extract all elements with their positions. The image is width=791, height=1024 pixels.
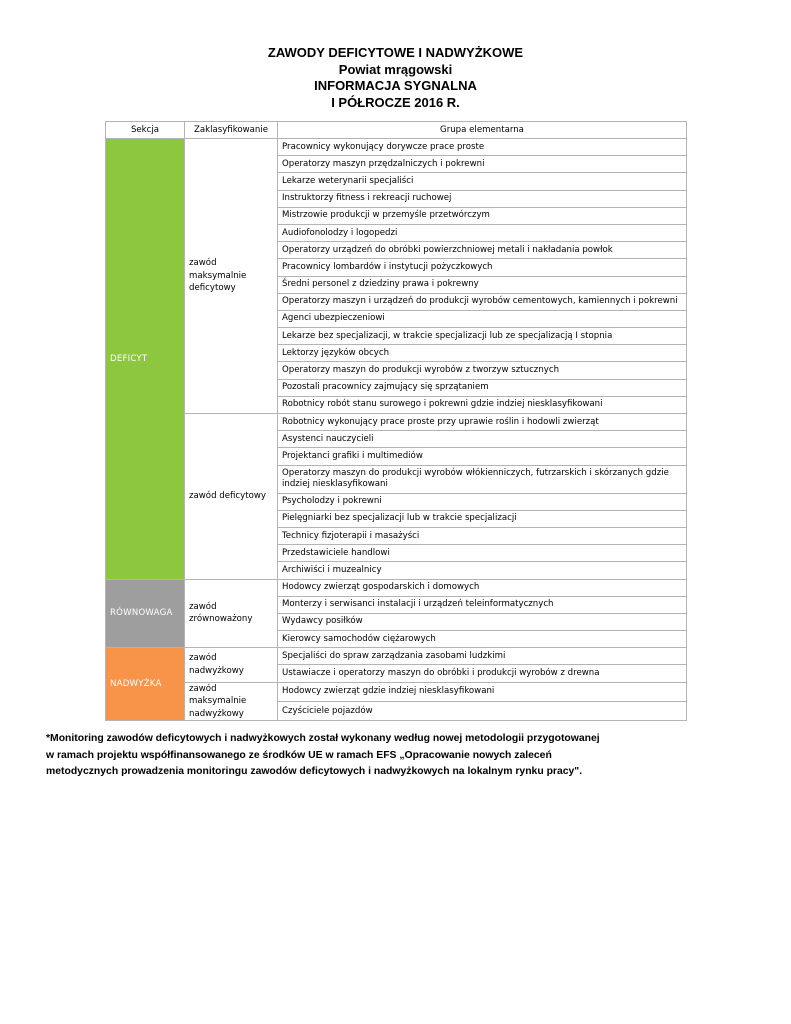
group-cell: Robotnicy wykonujący prace proste przy uprawie roślin i hodowli zwierząt: [278, 414, 687, 431]
table-row: [106, 139, 687, 156]
group-cell: Robotnicy robót stanu surowego i pokrewni gdzie indziej niesklasyfikowani: [278, 396, 687, 413]
header-grupa-elementarna: Grupa elementarna: [278, 122, 687, 139]
group-cell: Wydawcy posiłków: [278, 613, 687, 630]
group-cell: Archiwiści i muzealnicy: [278, 562, 687, 579]
table-row: [106, 648, 687, 665]
group-cell: Operatorzy maszyn i urządzeń do produkcji wyrobów cementowych, kamiennych i pokrewni: [278, 293, 687, 310]
footnote: [46, 731, 746, 781]
group-cell: Monterzy i serwisanci instalacji i urządzeń teleinformatycznych: [278, 596, 687, 613]
group-cell: Operatorzy urządzeń do obróbki powierzchniowej metali i nakładania powłok: [278, 242, 687, 259]
group-cell: Czyściciele pojazdów: [278, 701, 687, 720]
table-header-row: [106, 122, 687, 139]
group-cell: Hodowcy zwierząt gospodarskich i domowych: [278, 579, 687, 596]
group-cell: Lekarze weterynarii specjaliści: [278, 173, 687, 190]
group-cell: Specjaliści do spraw zarządzania zasobami ludzkimi: [278, 648, 687, 665]
group-cell: Pozostali pracownicy zajmujący się sprzątaniem: [278, 379, 687, 396]
occupations-table: [105, 121, 687, 721]
group-cell: Pielęgniarki bez specjalizacji lub w trakcie specjalizacji: [278, 510, 687, 527]
group-cell: Agenci ubezpieczeniowi: [278, 310, 687, 327]
title-line-2: Powiat mrągowski: [338, 61, 453, 77]
section-cell-rownowaga: RÓWNOWAGA: [106, 579, 185, 648]
group-cell: Mistrzowie produkcji w przemyśle przetwórczym: [278, 207, 687, 224]
group-cell: Operatorzy maszyn do produkcji wyrobów z tworzyw sztucznych: [278, 362, 687, 379]
group-cell: Psycholodzy i pokrewni: [278, 493, 687, 510]
section-cell-nadwyzka: NADWYŻKA: [106, 648, 185, 721]
title-line-4: I PÓŁROCZE 2016 R.: [331, 94, 460, 110]
group-cell: Ustawiacze i operatorzy maszyn do obróbki i produkcji wyrobów z drewna: [278, 665, 687, 682]
group-cell: Lekarze bez specjalizacji, w trakcie specjalizacji lub ze specjalizacją I stopnia: [278, 328, 687, 345]
classification-cell: zawód zrównoważony: [185, 579, 278, 648]
table-row: [106, 414, 687, 431]
document-title: [0, 45, 791, 111]
group-cell: Przedstawiciele handlowi: [278, 545, 687, 562]
group-cell: Lektorzy języków obcych: [278, 345, 687, 362]
title-line-1: ZAWODY DEFICYTOWE I NADWYŻKOWE: [267, 45, 524, 60]
group-cell: Pracownicy wykonujący dorywcze prace proste: [278, 139, 687, 156]
classification-cell: zawód maksymalnie nadwyżkowy: [185, 682, 278, 721]
classification-cell: zawód nadwyżkowy: [185, 648, 278, 682]
header-sekcja: Sekcja: [106, 122, 185, 139]
section-cell-deficyt: DEFICYT: [106, 139, 185, 580]
classification-cell: zawód maksymalnie deficytowy: [185, 139, 278, 414]
group-cell: Audiofonolodzy i logopedzi: [278, 224, 687, 241]
title-line-3: INFORMACJA SYGNALNA: [314, 78, 477, 93]
footnote-line-2: w ramach projektu współfinansowanego ze środków UE w ramach EFS „Opracowanie nowych zaleceń: [46, 749, 552, 761]
group-cell: Instruktorzy fitness i rekreacji ruchowej: [278, 190, 687, 207]
group-cell: Średni personel z dziedziny prawa i pokrewny: [278, 276, 687, 293]
group-cell: Operatorzy maszyn przędzalniczych i pokrewni: [278, 156, 687, 173]
group-cell: Kierowcy samochodów ciężarowych: [278, 631, 687, 648]
footnote-line-3: metodycznych prowadzenia monitoringu zawodów deficytowych i nadwyżkowych na lokalnym rynku pracy".: [46, 766, 583, 777]
table-row: [106, 682, 687, 701]
footnote-line-1: *Monitoring zawodów deficytowych i nadwyżkowych został wykonany według nowej metodologii przygotowanej: [46, 733, 600, 744]
table-body: [106, 139, 687, 721]
classification-cell: zawód deficytowy: [185, 414, 278, 580]
group-cell: Hodowcy zwierząt gdzie indziej niesklasyfikowani: [278, 682, 687, 701]
header-zaklasyfikowanie: Zaklasyfikowanie: [185, 122, 278, 139]
group-cell: Operatorzy maszyn do produkcji wyrobów włókienniczych, futrzarskich i skórzanych gdzie indziej niesklasyfikowani: [278, 465, 687, 493]
group-cell: Pracownicy lombardów i instytucji pożyczkowych: [278, 259, 687, 276]
table-row: [106, 579, 687, 596]
group-cell: Projektanci grafiki i multimediów: [278, 448, 687, 465]
group-cell: Technicy fizjoterapii i masażyści: [278, 527, 687, 544]
group-cell: Asystenci nauczycieli: [278, 431, 687, 448]
